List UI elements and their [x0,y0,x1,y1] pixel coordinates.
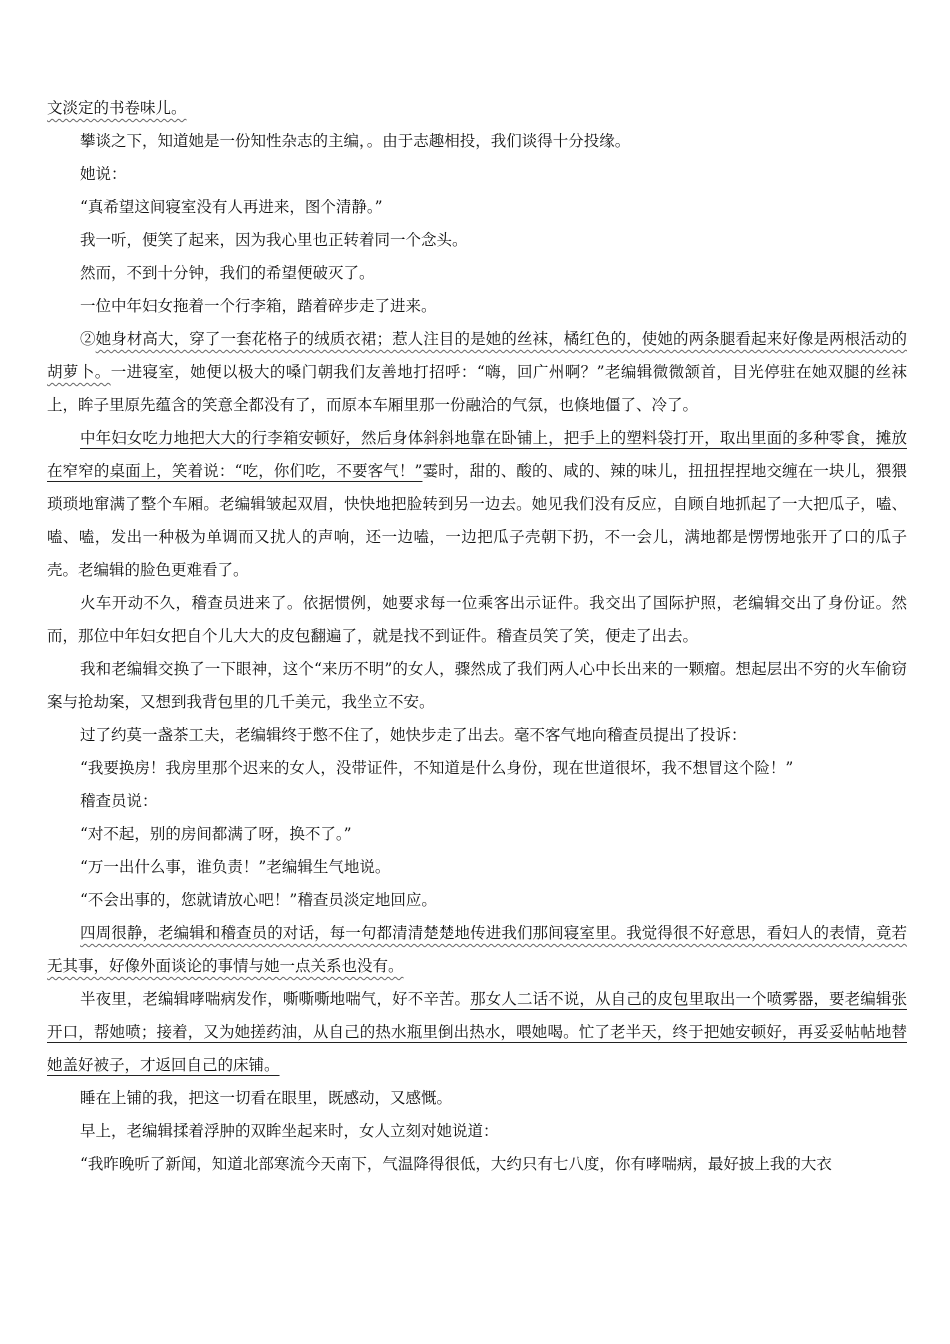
paragraph-20: 睡在上铺的我，把这一切看在眼里，既感动，又感慨。 [80,1089,453,1107]
paragraph-5: 我一听，便笑了起来，因为我心里也正转着同一个念头。 [80,231,468,249]
paragraph-21: 早上，老编辑揉着浮肿的双眸坐起来时，女人立刻对她说道： [80,1122,499,1140]
paragraph-15: “对不起，别的房间都满了呀，换不了。” [80,825,352,843]
document-page [47,92,907,1181]
paragraph-12: 过了约莫一盏茶工夫，老编辑终于憋不住了，她快步走了出去。毫不客气地向稽查员提出了投诉： [80,726,747,744]
paragraph-text: 一进寝室，她便以极大的嗓门朝我们友善地打招呼：“嗨，回广州啊？”老编辑微微颔首，目光停驻在她双腿的丝袜上，眸子里原先蕴含的笑意全都没有了，而原本车厢里那一份融洽的气氛，也倏地僵了、冷了。 [47,363,907,414]
paragraph-10: 火车开动不久，稽查员进来了。依据惯例，她要求每一位乘客出示证件。我交出了国际护照，老编辑交出了身份证。然而，那位中年妇女把自个儿大大的皮包翻遍了，就是找不到证件。稽查员笑了笑，便走了出去。 [47,594,907,645]
paragraph-6: 然而，不到十分钟，我们的希望便破灭了。 [80,264,375,282]
paragraph-4: “真希望这间寝室没有人再进来，图个清静。” [80,198,383,216]
paragraph-text: 半夜里，老编辑哮喘病发作，嘶嘶嘶地喘气，好不辛苦。 [80,990,471,1008]
paragraph-11: 我和老编辑交换了一下眼神，这个“来历不明”的女人，骤然成了我们两人心中长出来的一颗瘤。想起层出不穷的火车偷窃案与抢劫案，又想到我背包里的几千美元，我坐立不安。 [47,660,907,711]
paragraph-9 [47,422,907,587]
paragraph-7: 一位中年妇女拖着一个行李箱，踏着碎步走了进来。 [80,297,437,315]
paragraph-1 [47,92,907,125]
paragraph-22: “我昨晚听了新闻，知道北部寒流今天南下，气温降得很低，大约只有七八度，你有哮喘病，最好披上我的大衣 [80,1155,832,1173]
paragraph-2: 攀谈之下，知道她是一份知性杂志的主编，。由于志趣相投，我们谈得十分投缘。 [80,132,631,150]
paragraph-18 [47,917,907,983]
paragraph-19 [47,983,907,1082]
paragraph-3: 她说： [80,165,127,183]
paragraph-17: “不会出事的，您就请放心吧！”稽查员淡定地回应。 [80,891,437,909]
paragraph-16: “万一出什么事，谁负责！”老编辑生气地说。 [80,858,391,876]
circled-number-marker: ② [80,330,96,348]
paragraph-text: 霎时，甜的、酸的、咸的、辣的味儿，扭扭捏捏地交缠在一块儿，猥猥琐琐地窜满了整个车厢。老编辑皱起双眉，快快地把脸转到另一边去。她见我们没有反应，自顾自地抓起了一大把瓜子，嗑、嗑、嗑，发出一种极为单调而又扰人的声响，还一边嗑，一边把瓜子壳朝下扔，不一会儿，满地都是愣愣地张开了口的瓜子壳。老编辑的脸色更难看了。 [47,462,907,579]
wavy-underlined-text: 文淡定的书卷味儿。 [47,99,187,117]
wavy-underlined-text: 四周很静，老编辑和稽查员的对话，每一句都清清楚楚地传进我们那间寝室里。我觉得很不好意思，看妇人的表情，竟若无其事，好像外面谈论的事情与她一点关系也没有。 [47,924,907,975]
paragraph-8 [47,323,907,422]
paragraph-13: “我要换房！我房里那个迟来的女人，没带证件，不知道是什么身份，现在世道很坏，我不想冒这个险！” [80,759,794,777]
paragraph-14: 稽查员说： [80,792,158,810]
wavy-underlined-text: 她身材高大，穿了一套花格子的绒质衣裙；惹人注目的是她的丝袜，橘红色的，使她的两条腿看起来好像是两根活动的胡萝卜。 [47,330,907,381]
underlined-text: 那女人二话不说，从自己的皮包里取出一个喷雾器，要老编辑张开口，帮她喷；接着，又为她搓药油，从自己的热水瓶里倒出热水，喂她喝。忙了老半天，终于把她安顿好，再妥妥帖帖地替她盖好被子，才返回自己的床铺。 [47,990,907,1074]
underlined-text: 中年妇女吃力地把大大的行李箱安顿好，然后身体斜斜地靠在卧铺上，把手上的塑料袋打开，取出里面的多种零食，摊放在窄窄的桌面上，笑着说：“吃，你们吃，不要客气！” [47,429,907,480]
